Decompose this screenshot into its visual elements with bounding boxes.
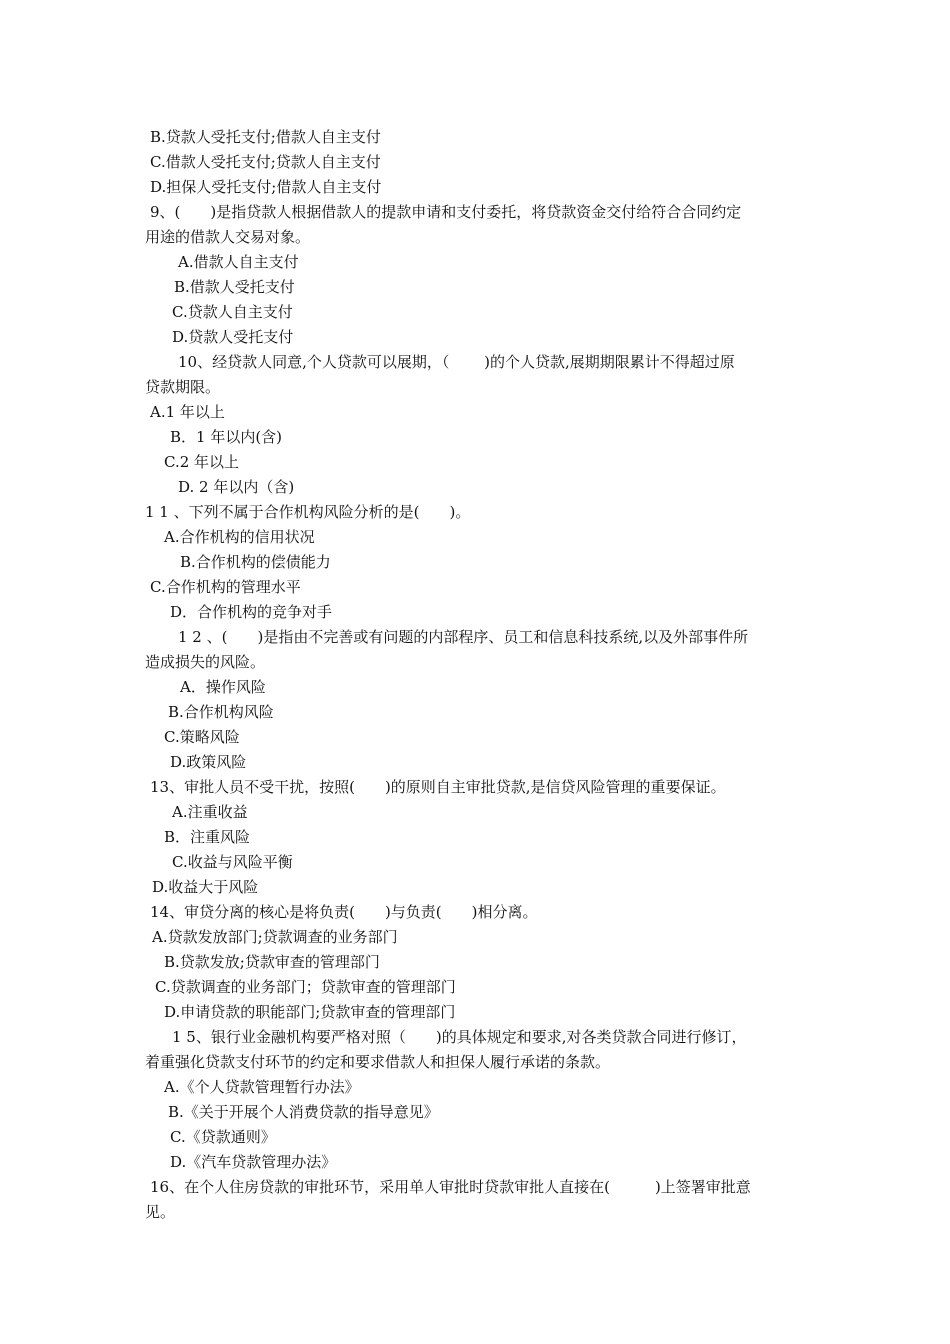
question-15: 1 5、银行业金融机构要严格对照（ )的具体规定和要求,对各类贷款合同进行修订， <box>172 1028 747 1046</box>
option-b-q15: B.《关于开展个人消费贷款的指导意见》 <box>168 1103 439 1121</box>
question-16: 16、在个人住房贷款的审批环节，采用单人审批时贷款审批人直接在( )上签署审批意 <box>150 1178 751 1196</box>
option-d-q12: D.政策风险 <box>170 753 247 771</box>
option-d-q8: D.担保人受托支付;借款人自主支付 <box>150 178 382 196</box>
option-c-q9: C.贷款人自主支付 <box>172 303 293 321</box>
question-12: 1 2 、( )是指由不完善或有问题的内部程序、员工和信息科技系统,以及外部事件所 <box>178 628 749 646</box>
question-16-cont: 见。 <box>145 1203 176 1221</box>
option-c-q14: C.贷款调查的业务部门；贷款审查的管理部门 <box>155 978 456 996</box>
option-b-q9: B.借款人受托支付 <box>174 278 295 296</box>
question-10: 10、经贷款人同意,个人贷款可以展期，（ )的个人贷款,展期期限累计不得超过原 <box>178 353 735 371</box>
option-d-q15: D.《汽车贷款管理办法》 <box>170 1153 337 1171</box>
question-15-cont: 着重强化贷款支付环节的约定和要求借款人和担保人履行承诺的条款。 <box>145 1053 611 1071</box>
option-b-q12: B.合作机构风险 <box>168 703 274 721</box>
question-12-cont: 造成损失的风险。 <box>145 653 266 671</box>
question-9: 9、( )是指贷款人根据借款人的提款申请和支付委托，将贷款资金交付给符合合同约定 <box>150 203 742 221</box>
option-a-q14: A.贷款发放部门;贷款调查的业务部门 <box>152 928 398 946</box>
question-10-cont: 贷款期限。 <box>145 378 221 396</box>
question-14: 14、审贷分离的核心是将负责( )与负责( )相分离。 <box>150 903 538 921</box>
option-a-q10: A.1 年以上 <box>150 403 225 421</box>
question-9-cont: 用途的借款人交易对象。 <box>145 228 311 246</box>
option-c-q11: C.合作机构的管理水平 <box>150 578 301 596</box>
option-c-q13: C.收益与风险平衡 <box>172 853 293 871</box>
option-b-q10: B．1 年以内(含) <box>170 428 283 446</box>
question-13: 13、审批人员不受干扰，按照( )的原则自主审批贷款,是信贷风险管理的重要保证。 <box>150 778 726 796</box>
option-c-q10: C.2 年以上 <box>164 453 240 471</box>
option-a-q13: A.注重收益 <box>172 803 248 821</box>
option-d-q14: D.申请贷款的职能部门;贷款审查的管理部门 <box>164 1003 456 1021</box>
option-b-q11: B.合作机构的偿债能力 <box>180 553 331 571</box>
option-c-q12: C.策略风险 <box>164 728 240 746</box>
option-d-q10: D. 2 年以内（含) <box>178 478 295 496</box>
option-b-q14: B.贷款发放;贷款审查的管理部门 <box>164 953 380 971</box>
option-c-q8: C.借款人受托支付;贷款人自主支付 <box>150 153 381 171</box>
option-a-q11: A.合作机构的信用状况 <box>164 528 315 546</box>
option-a-q9: A.借款人自主支付 <box>178 253 299 271</box>
option-b-q13: B．注重风险 <box>164 828 251 846</box>
question-11: 1 1 、下列不属于合作机构风险分析的是( )。 <box>145 503 471 521</box>
option-d-q13: D.收益大于风险 <box>152 878 259 896</box>
option-d-q11: D．合作机构的竞争对手 <box>170 603 333 621</box>
option-b-q8: B.贷款人受托支付;借款人自主支付 <box>150 128 381 146</box>
option-d-q9: D.贷款人受托支付 <box>172 328 294 346</box>
option-a-q15: A.《个人贷款管理暂行办法》 <box>164 1078 360 1096</box>
option-c-q15: C.《贷款通则》 <box>170 1128 276 1146</box>
option-a-q12: A．操作风险 <box>180 678 266 696</box>
